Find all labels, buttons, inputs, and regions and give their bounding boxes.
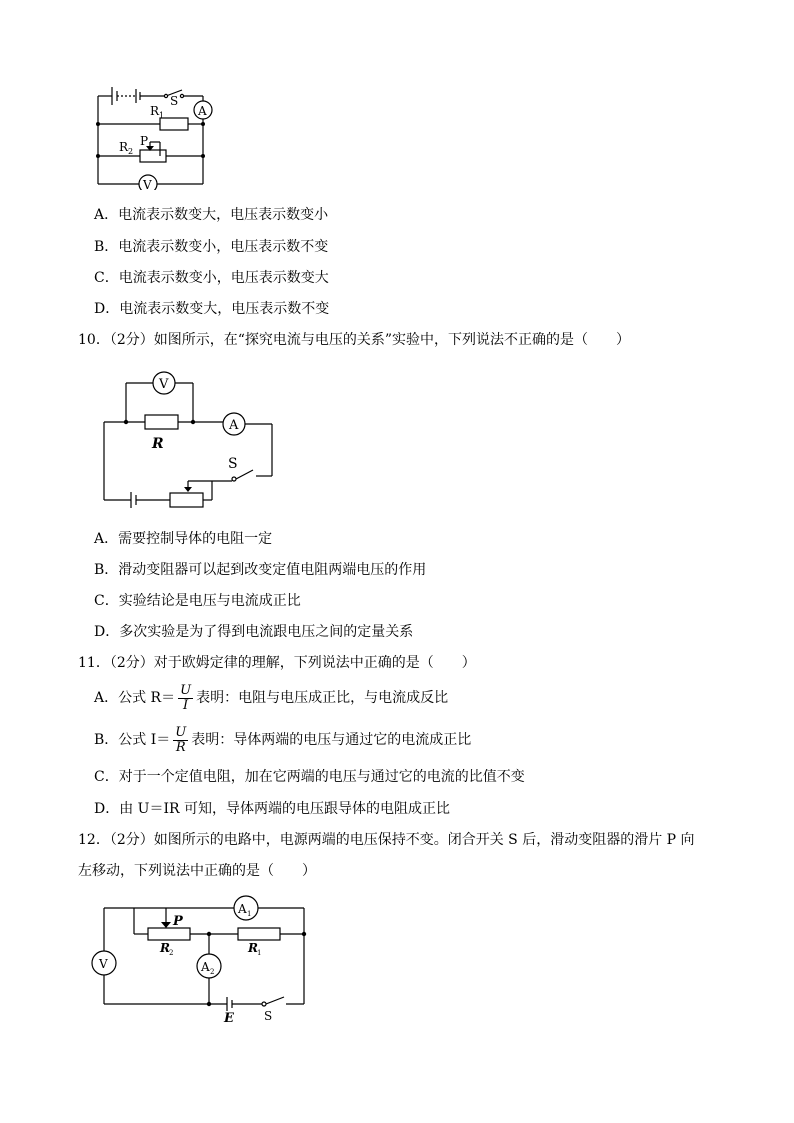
q11-option-b[interactable] [94,722,471,758]
q10-question: 10．（2分）如图所示，在“探究电流与电压的关系”实验中，下列说法不正确的是（ ） [78,332,631,348]
resistor-r [145,415,178,429]
switch-label: S [170,94,179,108]
q12-circuit-diagram [90,894,320,1024]
a2-label: A [201,960,210,974]
switch-s [266,997,284,1004]
q12-question-line1: 12．（2分）如图所示的电路中，电源两端的电压保持不变。闭合开关 S 后，滑动变阻器的滑片 P 向 [78,832,695,848]
battery-label: E [224,1011,234,1024]
q11-question: 11．（2分）对于欧姆定律的理解，下列说法中正确的是（ ） [78,655,476,671]
r1-sub: 1 [257,949,262,957]
fraction-u-over-r: $\frac{U}{R}$ [175,724,187,755]
q9-circuit-diagram [90,78,220,190]
q10-circuit-diagram [96,366,281,511]
q9-option-a[interactable]: A．电流表示数变大，电压表示数变小 [94,207,329,223]
rheostat-r2 [140,150,166,162]
a1-sub: 1 [247,910,252,918]
q10-option-d[interactable]: D．多次实验是为了得到电流跟电压之间的定量关系 [94,624,414,640]
switch-label: S [264,1009,273,1023]
option-prefix: A．公式 R＝ [94,690,176,706]
option-prefix: B．公式 I＝ [94,732,171,748]
q10-option-b[interactable]: B．滑动变阻器可以起到改变定值电阻两端电压的作用 [94,562,427,578]
option-suffix: 表明：电阻与电压成正比，与电流成反比 [196,690,449,706]
ammeter-label: A [229,418,239,433]
switch-label: S [228,456,238,472]
q9-option-d[interactable]: D．电流表示数变大，电压表示数不变 [94,301,330,317]
q11-option-d[interactable]: D．由 U＝IR 可知，导体两端的电压跟导体的电阻成正比 [94,801,450,817]
fraction-u-over-i: $\frac{U}{I}$ [180,682,192,713]
q9-option-c[interactable]: C．电流表示数变小，电压表示数变大 [94,270,329,286]
r1-label: R [150,104,160,118]
slider-label: P [140,134,149,148]
ammeter-label: A [198,104,207,118]
r2-sub: 2 [169,949,174,957]
r2-label: R [160,941,170,955]
q11-option-c[interactable]: C．对于一个定值电阻，加在它两端的电压与通过它的电流的比值不变 [94,769,525,785]
q12-question-line2: 左移动，下列说法中正确的是（ ） [78,863,316,879]
a2-sub: 2 [210,968,215,976]
q11-option-a[interactable] [94,680,448,716]
rheostat [170,493,203,507]
rheostat-r2 [148,928,190,940]
resistor-r1 [238,928,280,940]
voltmeter-label: V [143,178,152,190]
q10-option-c[interactable]: C．实验结论是电压与电流成正比 [94,593,301,609]
r1-label: R [248,941,258,955]
voltmeter-label: V [99,957,108,971]
option-suffix: 表明：导体两端的电压与通过它的电流成正比 [191,732,472,748]
resistor-r1 [160,118,188,130]
q9-option-b[interactable]: B．电流表示数变小，电压表示数不变 [94,239,329,255]
voltmeter-label: V [159,377,169,392]
resistor-label: R [152,436,164,452]
r1-sub: 1 [159,111,165,120]
a1-label: A [238,902,247,916]
r2-sub: 2 [128,147,134,156]
r2-label: R [119,140,129,154]
switch-s [236,470,253,479]
q10-option-a[interactable]: A．需要控制导体的电阻一定 [94,531,273,547]
slider-label: P [173,914,183,929]
